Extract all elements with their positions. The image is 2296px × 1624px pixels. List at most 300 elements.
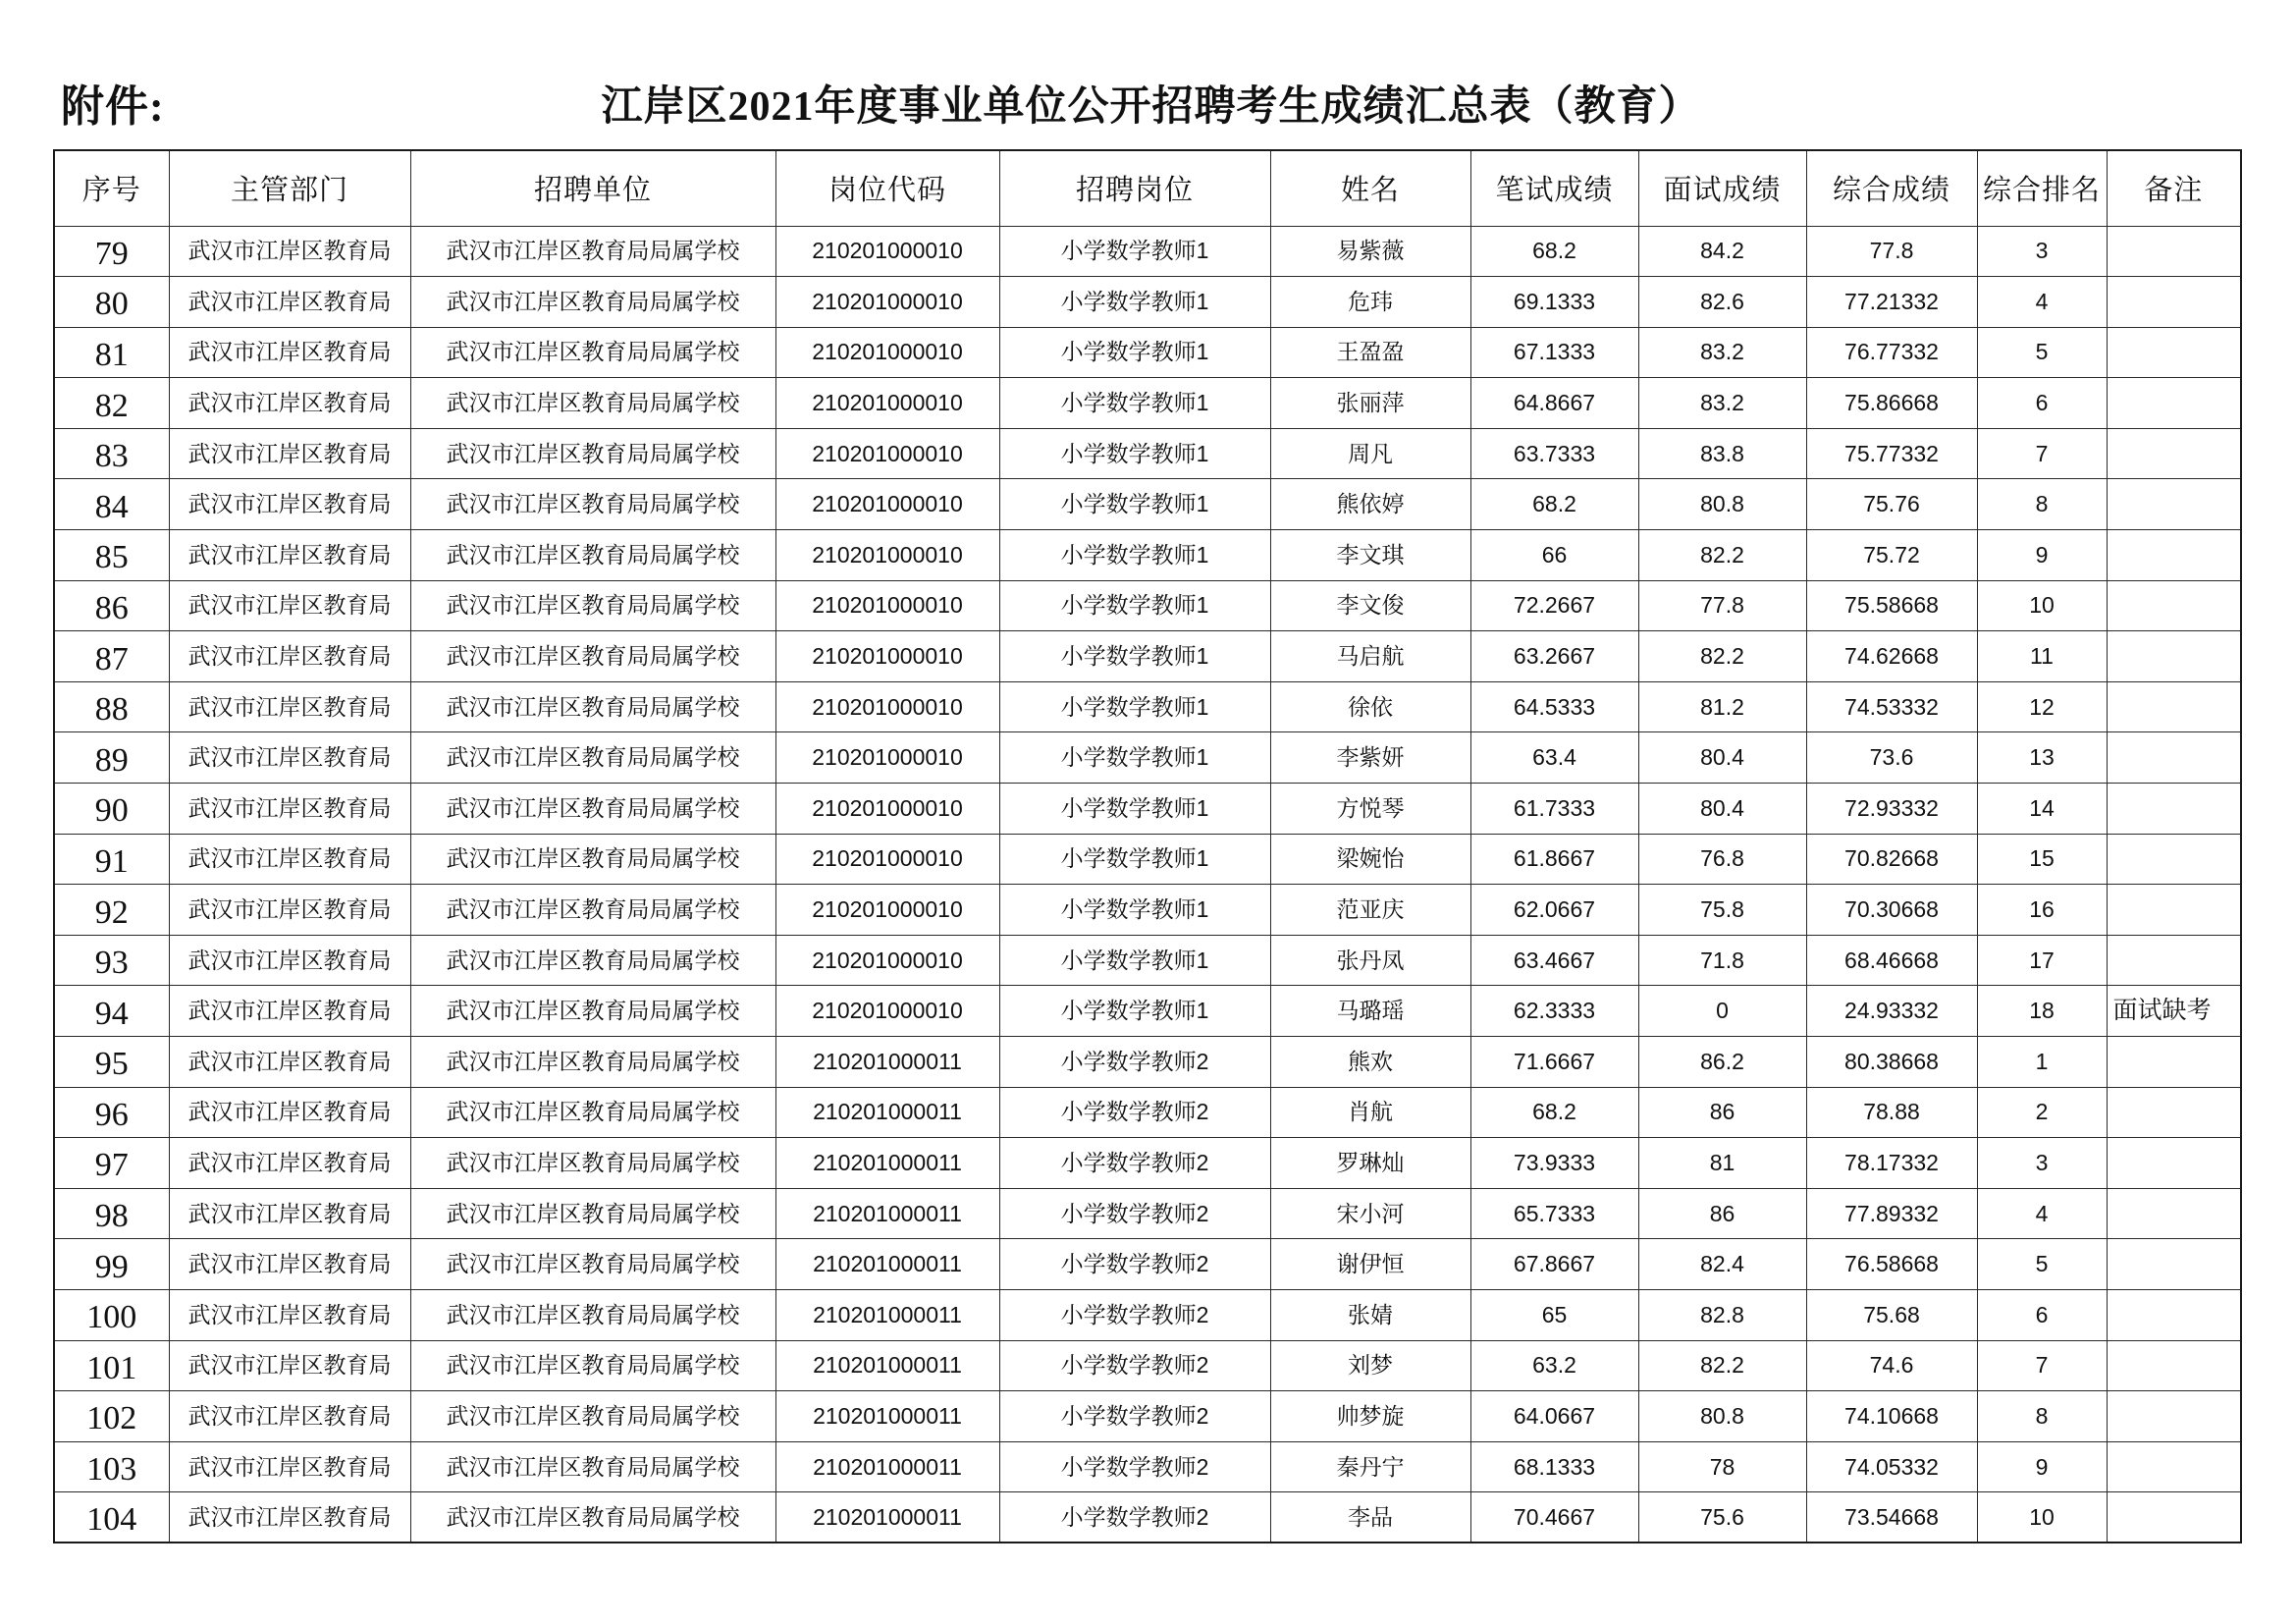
cell-post: 小学数学教师2 [999, 1087, 1270, 1138]
cell-post-code: 210201000011 [775, 1492, 999, 1543]
cell-post-code: 210201000011 [775, 1289, 999, 1340]
cell-unit: 武汉市江岸区教育局局属学校 [410, 935, 775, 986]
cell-unit: 武汉市江岸区教育局局属学校 [410, 1087, 775, 1138]
cell-no: 93 [54, 935, 169, 986]
cell-post-code: 210201000011 [775, 1087, 999, 1138]
cell-post-code: 210201000011 [775, 1441, 999, 1492]
cell-post-code: 210201000010 [775, 530, 999, 581]
cell-post: 小学数学教师1 [999, 428, 1270, 479]
cell-rank: 16 [1977, 885, 2107, 936]
table-row [54, 1188, 2241, 1239]
cell-total-score: 78.88 [1806, 1087, 1977, 1138]
cell-remark [2107, 1037, 2241, 1088]
cell-total-score: 73.6 [1806, 732, 1977, 784]
table-row [54, 1138, 2241, 1189]
cell-remark [2107, 784, 2241, 835]
cell-remark [2107, 834, 2241, 885]
header-total-score: 综合成绩 [1806, 150, 1977, 226]
cell-unit: 武汉市江岸区教育局局属学校 [410, 1492, 775, 1543]
cell-rank: 7 [1977, 428, 2107, 479]
header-no: 序号 [54, 150, 169, 226]
cell-name: 王盈盈 [1270, 327, 1470, 378]
cell-interview-score: 80.4 [1638, 732, 1806, 784]
cell-name: 刘梦 [1270, 1340, 1470, 1391]
cell-name: 方悦琴 [1270, 784, 1470, 835]
cell-written-score: 65 [1470, 1289, 1638, 1340]
cell-post: 小学数学教师1 [999, 681, 1270, 732]
cell-post-code: 210201000010 [775, 935, 999, 986]
cell-remark [2107, 935, 2241, 986]
cell-name: 李紫妍 [1270, 732, 1470, 784]
cell-no: 96 [54, 1087, 169, 1138]
table-row [54, 732, 2241, 784]
cell-name: 熊依婷 [1270, 479, 1470, 530]
cell-unit: 武汉市江岸区教育局局属学校 [410, 631, 775, 682]
cell-written-score: 67.1333 [1470, 327, 1638, 378]
cell-written-score: 71.6667 [1470, 1037, 1638, 1088]
cell-written-score: 70.4667 [1470, 1492, 1638, 1543]
cell-no: 89 [54, 732, 169, 784]
cell-total-score: 74.10668 [1806, 1391, 1977, 1442]
cell-post-code: 210201000010 [775, 631, 999, 682]
cell-unit: 武汉市江岸区教育局局属学校 [410, 327, 775, 378]
cell-interview-score: 75.8 [1638, 885, 1806, 936]
cell-remark [2107, 631, 2241, 682]
cell-rank: 9 [1977, 530, 2107, 581]
cell-department: 武汉市江岸区教育局 [169, 885, 410, 936]
header-written-score: 笔试成绩 [1470, 150, 1638, 226]
cell-post: 小学数学教师1 [999, 732, 1270, 784]
cell-no: 88 [54, 681, 169, 732]
cell-name: 易紫薇 [1270, 226, 1470, 277]
cell-rank: 11 [1977, 631, 2107, 682]
cell-department: 武汉市江岸区教育局 [169, 226, 410, 277]
cell-post-code: 210201000010 [775, 277, 999, 328]
cell-no: 101 [54, 1340, 169, 1391]
cell-remark [2107, 378, 2241, 429]
cell-written-score: 61.7333 [1470, 784, 1638, 835]
cell-post-code: 210201000011 [775, 1188, 999, 1239]
cell-written-score: 68.2 [1470, 226, 1638, 277]
cell-post-code: 210201000010 [775, 479, 999, 530]
cell-post: 小学数学教师1 [999, 327, 1270, 378]
cell-post: 小学数学教师1 [999, 885, 1270, 936]
cell-unit: 武汉市江岸区教育局局属学校 [410, 834, 775, 885]
cell-post-code: 210201000010 [775, 428, 999, 479]
cell-unit: 武汉市江岸区教育局局属学校 [410, 530, 775, 581]
header-post: 招聘岗位 [999, 150, 1270, 226]
cell-unit: 武汉市江岸区教育局局属学校 [410, 1391, 775, 1442]
cell-unit: 武汉市江岸区教育局局属学校 [410, 986, 775, 1037]
cell-interview-score: 86 [1638, 1087, 1806, 1138]
cell-post: 小学数学教师2 [999, 1239, 1270, 1290]
cell-total-score: 78.17332 [1806, 1138, 1977, 1189]
cell-no: 103 [54, 1441, 169, 1492]
cell-written-score: 64.8667 [1470, 378, 1638, 429]
cell-remark [2107, 1492, 2241, 1543]
cell-unit: 武汉市江岸区教育局局属学校 [410, 1037, 775, 1088]
cell-department: 武汉市江岸区教育局 [169, 1441, 410, 1492]
cell-interview-score: 78 [1638, 1441, 1806, 1492]
cell-total-score: 72.93332 [1806, 784, 1977, 835]
cell-no: 90 [54, 784, 169, 835]
cell-no: 104 [54, 1492, 169, 1543]
cell-name: 秦丹宁 [1270, 1441, 1470, 1492]
table-row [54, 1492, 2241, 1543]
cell-total-score: 80.38668 [1806, 1037, 1977, 1088]
table-row [54, 530, 2241, 581]
cell-total-score: 76.77332 [1806, 327, 1977, 378]
cell-post: 小学数学教师1 [999, 784, 1270, 835]
table-row [54, 277, 2241, 328]
cell-department: 武汉市江岸区教育局 [169, 784, 410, 835]
cell-department: 武汉市江岸区教育局 [169, 428, 410, 479]
cell-interview-score: 82.6 [1638, 277, 1806, 328]
cell-written-score: 65.7333 [1470, 1188, 1638, 1239]
table-row [54, 1239, 2241, 1290]
cell-interview-score: 80.8 [1638, 479, 1806, 530]
cell-remark [2107, 479, 2241, 530]
cell-post-code: 210201000011 [775, 1340, 999, 1391]
cell-interview-score: 80.4 [1638, 784, 1806, 835]
cell-interview-score: 83.2 [1638, 378, 1806, 429]
cell-total-score: 75.72 [1806, 530, 1977, 581]
cell-post: 小学数学教师1 [999, 834, 1270, 885]
cell-post: 小学数学教师2 [999, 1188, 1270, 1239]
cell-remark [2107, 1188, 2241, 1239]
cell-rank: 12 [1977, 681, 2107, 732]
table-row [54, 885, 2241, 936]
cell-total-score: 68.46668 [1806, 935, 1977, 986]
cell-post-code: 210201000010 [775, 580, 999, 631]
cell-department: 武汉市江岸区教育局 [169, 327, 410, 378]
cell-department: 武汉市江岸区教育局 [169, 986, 410, 1037]
cell-total-score: 77.21332 [1806, 277, 1977, 328]
cell-post-code: 210201000010 [775, 986, 999, 1037]
cell-no: 86 [54, 580, 169, 631]
cell-post-code: 210201000011 [775, 1239, 999, 1290]
table-row [54, 834, 2241, 885]
cell-name: 马璐瑶 [1270, 986, 1470, 1037]
cell-rank: 2 [1977, 1087, 2107, 1138]
cell-written-score: 67.8667 [1470, 1239, 1638, 1290]
cell-total-score: 75.77332 [1806, 428, 1977, 479]
cell-remark [2107, 327, 2241, 378]
cell-post: 小学数学教师2 [999, 1138, 1270, 1189]
cell-department: 武汉市江岸区教育局 [169, 277, 410, 328]
table-row [54, 1289, 2241, 1340]
cell-name: 张丹凤 [1270, 935, 1470, 986]
table-row [54, 784, 2241, 835]
table-row [54, 479, 2241, 530]
cell-remark [2107, 226, 2241, 277]
cell-written-score: 72.2667 [1470, 580, 1638, 631]
cell-rank: 7 [1977, 1340, 2107, 1391]
cell-name: 周凡 [1270, 428, 1470, 479]
cell-remark [2107, 1087, 2241, 1138]
cell-rank: 8 [1977, 1391, 2107, 1442]
table-row [54, 580, 2241, 631]
cell-interview-score: 82.4 [1638, 1239, 1806, 1290]
header-department: 主管部门 [169, 150, 410, 226]
cell-post: 小学数学教师2 [999, 1492, 1270, 1543]
cell-post-code: 210201000011 [775, 1037, 999, 1088]
cell-written-score: 63.2 [1470, 1340, 1638, 1391]
cell-remark [2107, 681, 2241, 732]
cell-remark [2107, 277, 2241, 328]
cell-no: 80 [54, 277, 169, 328]
cell-post: 小学数学教师1 [999, 479, 1270, 530]
cell-interview-score: 84.2 [1638, 226, 1806, 277]
cell-rank: 14 [1977, 784, 2107, 835]
cell-unit: 武汉市江岸区教育局局属学校 [410, 479, 775, 530]
cell-no: 87 [54, 631, 169, 682]
cell-post-code: 210201000010 [775, 784, 999, 835]
cell-rank: 5 [1977, 327, 2107, 378]
cell-post-code: 210201000011 [775, 1391, 999, 1442]
cell-no: 79 [54, 226, 169, 277]
cell-interview-score: 80.8 [1638, 1391, 1806, 1442]
cell-name: 李文俊 [1270, 580, 1470, 631]
cell-no: 82 [54, 378, 169, 429]
cell-interview-score: 82.8 [1638, 1289, 1806, 1340]
cell-total-score: 74.53332 [1806, 681, 1977, 732]
cell-total-score: 77.8 [1806, 226, 1977, 277]
cell-written-score: 66 [1470, 530, 1638, 581]
cell-interview-score: 76.8 [1638, 834, 1806, 885]
cell-unit: 武汉市江岸区教育局局属学校 [410, 732, 775, 784]
cell-unit: 武汉市江岸区教育局局属学校 [410, 226, 775, 277]
cell-total-score: 74.62668 [1806, 631, 1977, 682]
cell-unit: 武汉市江岸区教育局局属学校 [410, 681, 775, 732]
cell-total-score: 70.30668 [1806, 885, 1977, 936]
cell-department: 武汉市江岸区教育局 [169, 1289, 410, 1340]
cell-interview-score: 83.8 [1638, 428, 1806, 479]
cell-department: 武汉市江岸区教育局 [169, 1188, 410, 1239]
cell-rank: 13 [1977, 732, 2107, 784]
cell-no: 98 [54, 1188, 169, 1239]
table-row [54, 1391, 2241, 1442]
cell-written-score: 62.3333 [1470, 986, 1638, 1037]
cell-interview-score: 86 [1638, 1188, 1806, 1239]
cell-total-score: 77.89332 [1806, 1188, 1977, 1239]
cell-post-code: 210201000010 [775, 378, 999, 429]
cell-post: 小学数学教师2 [999, 1037, 1270, 1088]
cell-unit: 武汉市江岸区教育局局属学校 [410, 1188, 775, 1239]
cell-department: 武汉市江岸区教育局 [169, 732, 410, 784]
cell-interview-score: 71.8 [1638, 935, 1806, 986]
cell-name: 徐依 [1270, 681, 1470, 732]
cell-department: 武汉市江岸区教育局 [169, 1037, 410, 1088]
cell-rank: 10 [1977, 1492, 2107, 1543]
cell-remark [2107, 732, 2241, 784]
cell-post-code: 210201000010 [775, 226, 999, 277]
cell-rank: 3 [1977, 1138, 2107, 1189]
table-row [54, 378, 2241, 429]
cell-no: 94 [54, 986, 169, 1037]
cell-remark [2107, 885, 2241, 936]
cell-total-score: 74.05332 [1806, 1441, 1977, 1492]
cell-written-score: 62.0667 [1470, 885, 1638, 936]
cell-post: 小学数学教师1 [999, 986, 1270, 1037]
cell-total-score: 73.54668 [1806, 1492, 1977, 1543]
table-row [54, 428, 2241, 479]
cell-rank: 10 [1977, 580, 2107, 631]
cell-name: 帅梦旋 [1270, 1391, 1470, 1442]
cell-department: 武汉市江岸区教育局 [169, 1340, 410, 1391]
cell-written-score: 63.4667 [1470, 935, 1638, 986]
table-header [54, 150, 2241, 226]
cell-interview-score: 81 [1638, 1138, 1806, 1189]
cell-no: 81 [54, 327, 169, 378]
cell-department: 武汉市江岸区教育局 [169, 530, 410, 581]
cell-department: 武汉市江岸区教育局 [169, 631, 410, 682]
cell-written-score: 61.8667 [1470, 834, 1638, 885]
cell-department: 武汉市江岸区教育局 [169, 1138, 410, 1189]
cell-post: 小学数学教师1 [999, 378, 1270, 429]
table-row [54, 1087, 2241, 1138]
header-name: 姓名 [1270, 150, 1470, 226]
cell-department: 武汉市江岸区教育局 [169, 1087, 410, 1138]
cell-interview-score: 82.2 [1638, 530, 1806, 581]
cell-interview-score: 82.2 [1638, 631, 1806, 682]
cell-unit: 武汉市江岸区教育局局属学校 [410, 428, 775, 479]
cell-name: 张丽萍 [1270, 378, 1470, 429]
cell-total-score: 75.76 [1806, 479, 1977, 530]
cell-written-score: 63.4 [1470, 732, 1638, 784]
cell-post-code: 210201000010 [775, 327, 999, 378]
cell-no: 85 [54, 530, 169, 581]
cell-post-code: 210201000010 [775, 834, 999, 885]
cell-written-score: 63.2667 [1470, 631, 1638, 682]
cell-name: 肖航 [1270, 1087, 1470, 1138]
cell-name: 范亚庆 [1270, 885, 1470, 936]
cell-post-code: 210201000010 [775, 732, 999, 784]
cell-interview-score: 82.2 [1638, 1340, 1806, 1391]
cell-total-score: 75.68 [1806, 1289, 1977, 1340]
cell-no: 99 [54, 1239, 169, 1290]
cell-unit: 武汉市江岸区教育局局属学校 [410, 378, 775, 429]
cell-rank: 9 [1977, 1441, 2107, 1492]
cell-name: 罗琳灿 [1270, 1138, 1470, 1189]
cell-name: 熊欢 [1270, 1037, 1470, 1088]
score-table-container [53, 149, 2240, 1543]
cell-post-code: 210201000010 [775, 681, 999, 732]
cell-name: 李文琪 [1270, 530, 1470, 581]
cell-department: 武汉市江岸区教育局 [169, 681, 410, 732]
cell-unit: 武汉市江岸区教育局局属学校 [410, 1138, 775, 1189]
cell-no: 95 [54, 1037, 169, 1088]
cell-post: 小学数学教师1 [999, 580, 1270, 631]
cell-name: 谢伊恒 [1270, 1239, 1470, 1290]
cell-written-score: 64.0667 [1470, 1391, 1638, 1442]
attachment-label: 附件: [61, 82, 165, 131]
cell-unit: 武汉市江岸区教育局局属学校 [410, 784, 775, 835]
cell-total-score: 70.82668 [1806, 834, 1977, 885]
cell-written-score: 64.5333 [1470, 681, 1638, 732]
table-row [54, 1340, 2241, 1391]
table-row [54, 986, 2241, 1037]
cell-department: 武汉市江岸区教育局 [169, 1239, 410, 1290]
cell-rank: 18 [1977, 986, 2107, 1037]
table-row [54, 226, 2241, 277]
cell-department: 武汉市江岸区教育局 [169, 1391, 410, 1442]
cell-remark [2107, 1340, 2241, 1391]
cell-unit: 武汉市江岸区教育局局属学校 [410, 1340, 775, 1391]
cell-total-score: 24.93332 [1806, 986, 1977, 1037]
cell-rank: 5 [1977, 1239, 2107, 1290]
cell-name: 宋小河 [1270, 1188, 1470, 1239]
cell-name: 马启航 [1270, 631, 1470, 682]
cell-post: 小学数学教师2 [999, 1391, 1270, 1442]
cell-post: 小学数学教师2 [999, 1289, 1270, 1340]
cell-name: 李品 [1270, 1492, 1470, 1543]
cell-rank: 4 [1977, 277, 2107, 328]
table-row [54, 681, 2241, 732]
cell-interview-score: 81.2 [1638, 681, 1806, 732]
cell-department: 武汉市江岸区教育局 [169, 479, 410, 530]
document-title: 江岸区2021年度事业单位公开招聘考生成绩汇总表（教育） [601, 84, 1701, 130]
cell-name: 梁婉怡 [1270, 834, 1470, 885]
table-row [54, 327, 2241, 378]
cell-post: 小学数学教师1 [999, 631, 1270, 682]
header-rank: 综合排名 [1977, 150, 2107, 226]
table-body [54, 226, 2241, 1543]
cell-post: 小学数学教师1 [999, 530, 1270, 581]
cell-interview-score: 83.2 [1638, 327, 1806, 378]
cell-remark: 面试缺考 [2107, 986, 2241, 1037]
cell-post: 小学数学教师2 [999, 1340, 1270, 1391]
cell-remark [2107, 1391, 2241, 1442]
cell-remark [2107, 1441, 2241, 1492]
cell-interview-score: 86.2 [1638, 1037, 1806, 1088]
cell-name: 张婧 [1270, 1289, 1470, 1340]
cell-post-code: 210201000010 [775, 885, 999, 936]
table-row [54, 1441, 2241, 1492]
cell-no: 83 [54, 428, 169, 479]
cell-no: 91 [54, 834, 169, 885]
cell-total-score: 75.86668 [1806, 378, 1977, 429]
cell-remark [2107, 1239, 2241, 1290]
cell-total-score: 75.58668 [1806, 580, 1977, 631]
cell-remark [2107, 1138, 2241, 1189]
score-summary-table [53, 149, 2242, 1543]
cell-department: 武汉市江岸区教育局 [169, 580, 410, 631]
cell-unit: 武汉市江岸区教育局局属学校 [410, 277, 775, 328]
header-remark: 备注 [2107, 150, 2241, 226]
header-row [54, 150, 2241, 226]
cell-total-score: 74.6 [1806, 1340, 1977, 1391]
cell-remark [2107, 1289, 2241, 1340]
table-row [54, 631, 2241, 682]
cell-written-score: 73.9333 [1470, 1138, 1638, 1189]
cell-no: 84 [54, 479, 169, 530]
header-interview-score: 面试成绩 [1638, 150, 1806, 226]
cell-no: 100 [54, 1289, 169, 1340]
cell-interview-score: 0 [1638, 986, 1806, 1037]
cell-rank: 15 [1977, 834, 2107, 885]
cell-interview-score: 75.6 [1638, 1492, 1806, 1543]
cell-interview-score: 77.8 [1638, 580, 1806, 631]
cell-written-score: 68.1333 [1470, 1441, 1638, 1492]
cell-rank: 4 [1977, 1188, 2107, 1239]
cell-department: 武汉市江岸区教育局 [169, 935, 410, 986]
cell-rank: 8 [1977, 479, 2107, 530]
cell-rank: 1 [1977, 1037, 2107, 1088]
cell-remark [2107, 428, 2241, 479]
cell-post: 小学数学教师2 [999, 1441, 1270, 1492]
cell-written-score: 69.1333 [1470, 277, 1638, 328]
